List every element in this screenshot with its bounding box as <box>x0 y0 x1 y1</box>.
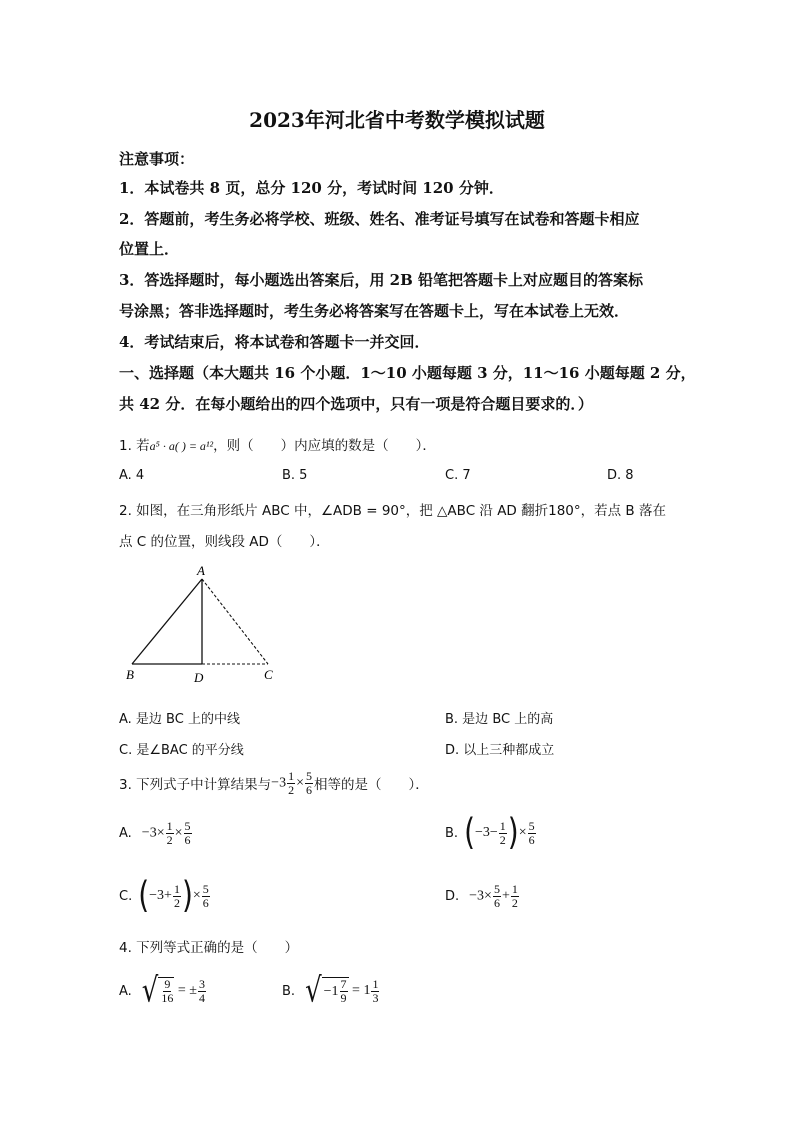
question-3-option-b <box>445 810 537 854</box>
notice-item-2-line-2: 位置上． <box>119 240 180 258</box>
question-1-option-d: D. 8 <box>607 468 634 483</box>
question-1-suffix: ，则（ ）内应填的数是（ ）． <box>213 438 436 454</box>
question-4-option-a-letter: A. <box>119 983 132 999</box>
question-1-prefix: 1. 若 <box>119 438 150 454</box>
question-3-option-b-letter: B. <box>445 825 459 841</box>
label-a: A <box>197 563 205 578</box>
label-b: B <box>126 667 134 682</box>
notice-item-2-line-1: 2．答题前，考生务必将学校、班级、姓名、准考证号填写在试卷和答题卡相应 <box>119 210 640 228</box>
question-4-option-b-letter: B. <box>282 983 296 999</box>
question-1-option-a: A. 4 <box>119 468 145 483</box>
section-heading-line-1: 一、选择题（本大题共 16 个小题．1～10 小题每题 3 分，11～16 小题每题 2 分， <box>119 364 696 382</box>
question-3-stem <box>119 765 429 801</box>
question-4-stem: 4. 下列等式正确的是（ ） <box>119 940 299 956</box>
question-4-option-a <box>119 970 207 1012</box>
triangle-figure <box>118 562 288 687</box>
question-3-option-a-letter: A. <box>119 825 132 841</box>
question-4-option-a-expression: √ $\frac{9}{16}$ = ± $\frac{3}{4}$ <box>141 971 205 1011</box>
question-4-option-b-expression: √ −1 $\frac{7}{9}$ = 1 $\frac{1}{3}$ <box>305 971 379 1011</box>
question-1-option-c: C. 7 <box>445 468 471 483</box>
question-2-stem-line-2: 点 C 的位置，则线段 AD（ ）． <box>119 534 330 550</box>
question-2-option-c: C. 是∠BAC 的平分线 <box>119 743 244 758</box>
question-3-option-b-expression: ( −3− $\frac{1}{2}$ ) × $\frac{5}{6}$ <box>464 810 535 854</box>
question-3-expression: −3 $\frac{1}{2}$ × $\frac{5}{6}$ <box>271 768 312 797</box>
section-heading-line-2: 共 42 分．在每小题给出的四个选项中，只有一项是符合题目要求的．） <box>119 395 593 413</box>
question-2-stem-line-1: 2. 如图，在三角形纸片 ABC 中，∠ADB = 90°，把 △ABC 沿 AD 翻折180°，若点 B 落在 <box>119 503 666 519</box>
notice-item-3-line-2: 号涂黑；答非选择题时，考生务必将答案写在答题卡上，写在本试卷上无效． <box>119 302 630 320</box>
question-3-option-a <box>119 815 193 851</box>
question-3-option-c <box>119 873 211 917</box>
notice-heading: 注意事项： <box>119 150 195 168</box>
notice-item-3-line-1: 3．答选择题时，每小题选出答案后，用 2B 铅笔把答题卡上对应题目的答案标 <box>119 271 643 289</box>
question-3-option-d-letter: D. <box>445 888 460 904</box>
side-ab <box>132 579 202 664</box>
page-title: 2023年河北省中考数学模拟试题 <box>249 108 545 132</box>
question-3-option-d <box>445 878 520 914</box>
question-3-option-d-expression: −3× $\frac{5}{6}$ + $\frac{1}{2}$ <box>469 881 518 910</box>
question-2-option-b: B. 是边 BC 上的高 <box>445 712 554 727</box>
question-3-option-c-expression: ( −3+ $\frac{1}{2}$ ) × $\frac{5}{6}$ <box>138 873 209 917</box>
question-2-option-a: A. 是边 BC 上的中线 <box>119 712 240 727</box>
question-1-stem <box>119 434 436 454</box>
notice-item-1: 1．本试卷共 8 页，总分 120 分，考试时间 120 分钟． <box>119 179 504 197</box>
label-c: C <box>264 667 273 682</box>
question-3-option-c-letter: C. <box>119 888 133 904</box>
question-2-option-d: D. 以上三种都成立 <box>445 743 555 758</box>
label-d: D <box>194 670 204 685</box>
notice-item-4: 4．考试结束后，将本试卷和答题卡一并交回． <box>119 333 430 351</box>
question-1-option-b: B. 5 <box>282 468 308 483</box>
question-4-option-b <box>282 970 380 1012</box>
question-3-option-a-expression: −3× $\frac{1}{2}$ × $\frac{5}{6}$ <box>141 818 191 847</box>
question-3-suffix: 相等的是（ ）． <box>313 777 429 793</box>
question-1-expression: a⁵ · a( ) = a¹² <box>149 439 214 453</box>
dashed-ac <box>202 579 268 664</box>
question-3-prefix: 3. 下列式子中计算结果与 <box>119 777 272 793</box>
